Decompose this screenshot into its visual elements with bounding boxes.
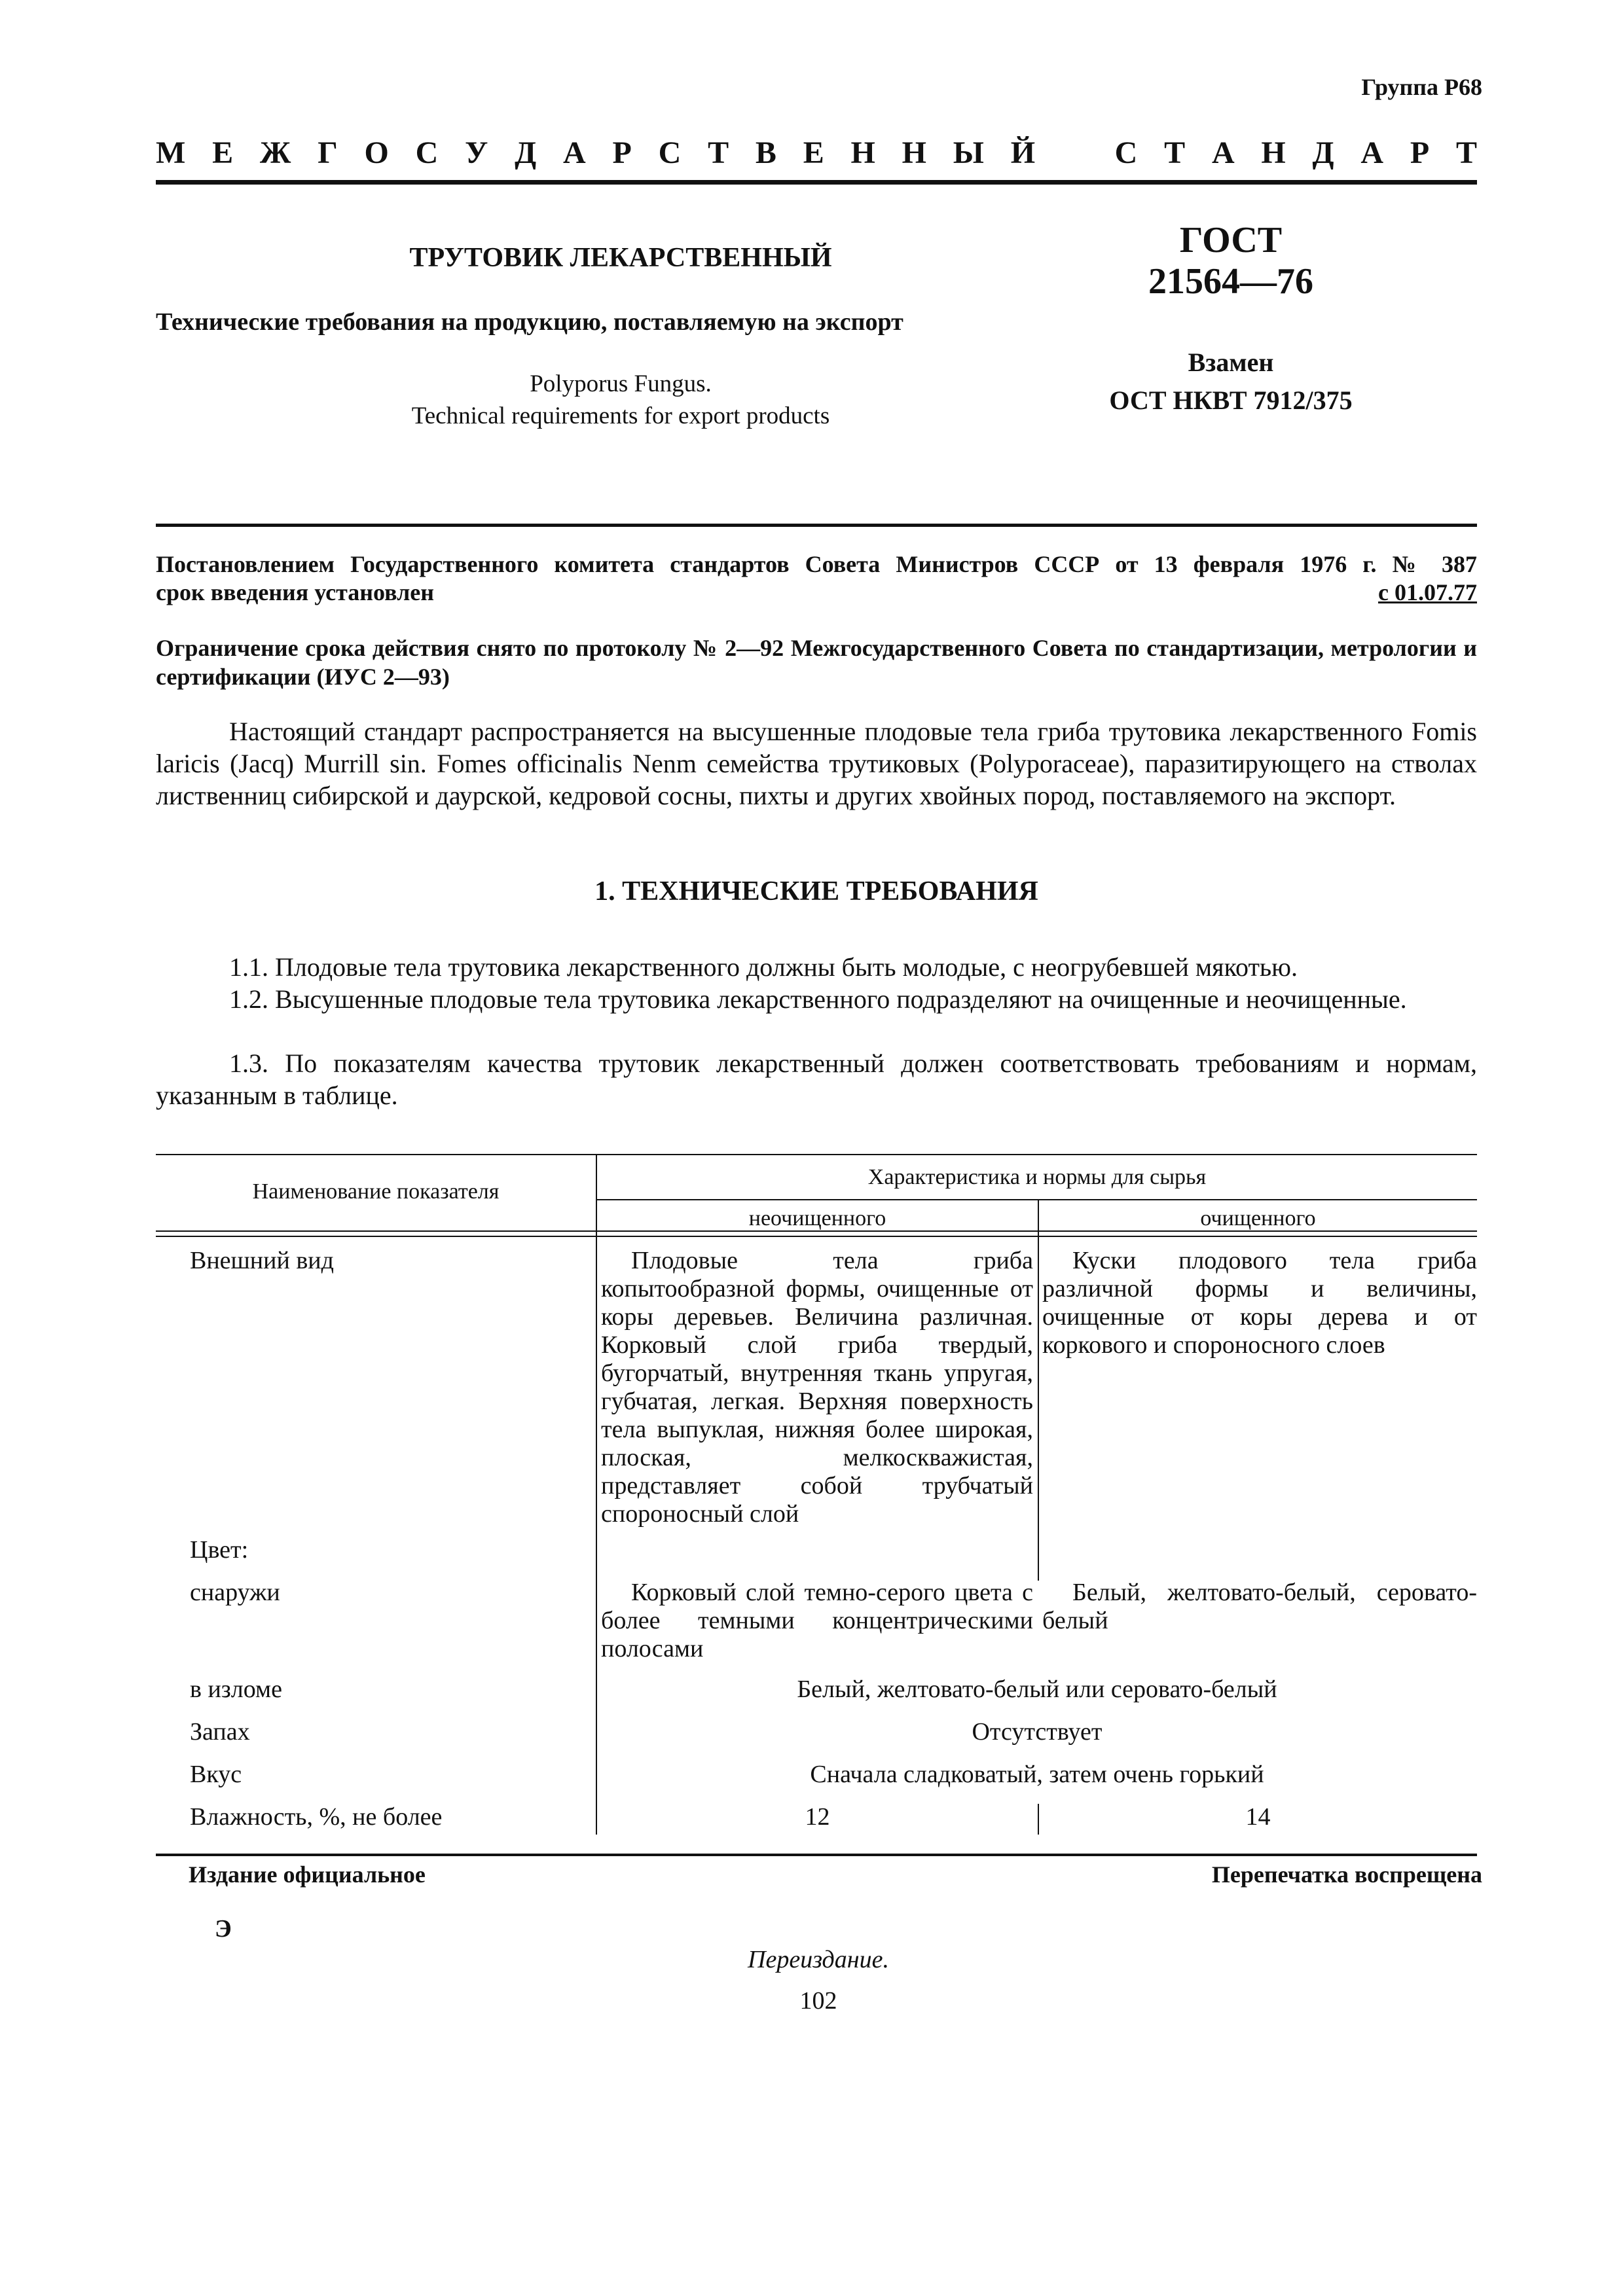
- row-moisture-raw: 12: [805, 1803, 830, 1831]
- banner-letter: В: [755, 135, 776, 170]
- document-subtitle: Технические требования на продукцию, поставляемую на экспорт: [156, 308, 903, 336]
- row-taste-value: Сначала сладковатый, затем очень горький: [810, 1761, 1264, 1788]
- term-label: срок введения установлен: [156, 579, 435, 605]
- english-title-line1: Polyporus Fungus.: [530, 370, 712, 397]
- banner-letter: Г: [318, 135, 338, 170]
- clause-1-2: 1.2. Высушенные плодовые тела трутовика лекарственного подразделяют на очищенные и неочищенные.: [229, 984, 1407, 1014]
- row-moisture-clean: 14: [1245, 1803, 1271, 1831]
- clause-1-3: 1.3. По показателям качества трутовик лекарственный должен соответствовать требованиям и нормам, указанным в таблице.: [156, 1049, 1477, 1110]
- banner-letter: Й: [1010, 135, 1036, 170]
- banner-letter: У: [465, 135, 488, 170]
- banner-letter: Р: [612, 135, 632, 170]
- table-head-group: Характеристика и нормы для сырья: [867, 1165, 1207, 1189]
- row-taste-label: Вкус: [190, 1761, 242, 1788]
- table-top-rule: [156, 1154, 1477, 1155]
- banner-letter: Р: [1410, 135, 1430, 170]
- term-row: [156, 579, 1477, 606]
- row-outside-clean: Белый, желтовато-белый, серовато-белый: [1042, 1579, 1477, 1634]
- table-subhead-rule: [597, 1199, 1477, 1200]
- reprint-prohibited: Перепечатка воспрещена: [1211, 1861, 1482, 1888]
- row-smell-value: Отсутствует: [972, 1718, 1103, 1746]
- official-edition: Издание официальное: [189, 1861, 426, 1888]
- gost-number: 21564—76: [1148, 261, 1313, 302]
- replaces-value: ОСТ НКВТ 7912/375: [1109, 386, 1353, 415]
- table-head-rule-2: [156, 1236, 1477, 1237]
- table-head-name: Наименование показателя: [252, 1179, 500, 1204]
- banner-letter: Д: [1312, 135, 1334, 170]
- banner-letter: Е: [212, 135, 234, 170]
- row-color-label: Цвет:: [190, 1536, 249, 1564]
- banner-letter: М: [156, 135, 186, 170]
- banner-letter: Т: [708, 135, 729, 170]
- banner-letter: С: [415, 135, 439, 170]
- section-title: 1. ТЕХНИЧЕСКИЕ ТРЕБОВАНИЯ: [594, 876, 1038, 906]
- banner-letter: А: [563, 135, 586, 170]
- banner-letter: Ы: [953, 135, 984, 170]
- row-outside-label: снаружи: [190, 1579, 280, 1606]
- banner-letter: Ж: [259, 135, 291, 170]
- page-number: 102: [799, 1987, 837, 2015]
- english-title-line2: Technical requirements for export products: [411, 403, 830, 429]
- row-moisture-label: Влажность, %, не более: [190, 1803, 443, 1831]
- row-fracture-label: в изломе: [190, 1676, 282, 1703]
- banner-letter: Д: [515, 135, 537, 170]
- banner-letter: С: [658, 135, 682, 170]
- banner-letter: Н: [1261, 135, 1286, 170]
- table-head-raw: неочищенного: [748, 1206, 886, 1230]
- banner-letter: Т: [1455, 135, 1477, 170]
- banner-letter: Т: [1164, 135, 1186, 170]
- clause-1-1: 1.1. Плодовые тела трутовика лекарственного должны быть молодые, с неогрубевшей мякотью.: [229, 952, 1298, 982]
- row-outside-raw: Корковый слой темно-серого цвета с более темными концентрическими полосами: [601, 1579, 1033, 1662]
- limitation-note: Ограничение срока действия снято по протоколу № 2—92 Межгосударственного Совета по стандартизации, метрологии и сертификации (ИУС 2—93): [156, 635, 1477, 690]
- replaces-label: Взамен: [1188, 348, 1274, 377]
- reissue-note: Переиздание.: [748, 1946, 889, 1973]
- table-head-clean: очищенного: [1200, 1206, 1316, 1230]
- gost-label: ГОСТ: [1179, 220, 1283, 260]
- table-vrule-2a: [1038, 1199, 1039, 1581]
- row-appearance-raw: Плодовые тела гриба копытообразной формы, очищенные от коры деревьев. Величина различная. Корковый слой гриба твердый, бугорчатый, внутренняя ткань упругая, губчатая, легкая. Верхняя поверхность тела выпуклая, нижняя более широкая, плоская, мелкоскважистая, представляет собой трубчатый спороносный слой: [601, 1247, 1033, 1528]
- footer-rule: [156, 1854, 1477, 1856]
- banner-letter: А: [1360, 135, 1384, 170]
- row-appearance-clean: Куски плодового тела гриба различной формы и величины, очищенные от коры дерева и от коркового и спороносного слоев: [1042, 1247, 1477, 1359]
- banner-letter: Н: [850, 135, 875, 170]
- interstate-standard-banner: [156, 134, 1477, 171]
- row-smell-label: Запах: [190, 1718, 250, 1746]
- decree-text: Постановлением Государственного комитета стандартов Совета Министров СССР от 13 февраля 1976 г. № 387: [156, 551, 1477, 577]
- title-block-rule: [156, 524, 1477, 527]
- banner-letter: Е: [803, 135, 824, 170]
- term-date: с 01.07.77: [1378, 579, 1477, 605]
- group-code: Группа Р68: [1361, 74, 1482, 100]
- edition-mark: Э: [215, 1915, 232, 1943]
- intro-paragraph: Настоящий стандарт распространяется на высушенные плодовые тела гриба трутовика лекарственного Fomis laricis (Jacq) Murrill sin. Fomes officinalis Nenm семейства трутиковых (Polyporaceae), паразитирующего на стволах лиственниц сибирской и даурской, кедровой сосны, пихты и других хвойных пород, поставляемого на экспорт.: [156, 717, 1477, 810]
- banner-letter: О: [364, 135, 389, 170]
- row-fracture-value: Белый, желтовато-белый или серовато-белый: [797, 1676, 1277, 1703]
- row-appearance-label: Внешний вид: [190, 1247, 334, 1274]
- header-rule: [156, 180, 1477, 185]
- banner-letter: А: [1211, 135, 1235, 170]
- banner-letter: Н: [902, 135, 926, 170]
- document-title: ТРУТОВИК ЛЕКАРСТВЕННЫЙ: [409, 243, 832, 273]
- banner-letter: С: [1114, 135, 1138, 170]
